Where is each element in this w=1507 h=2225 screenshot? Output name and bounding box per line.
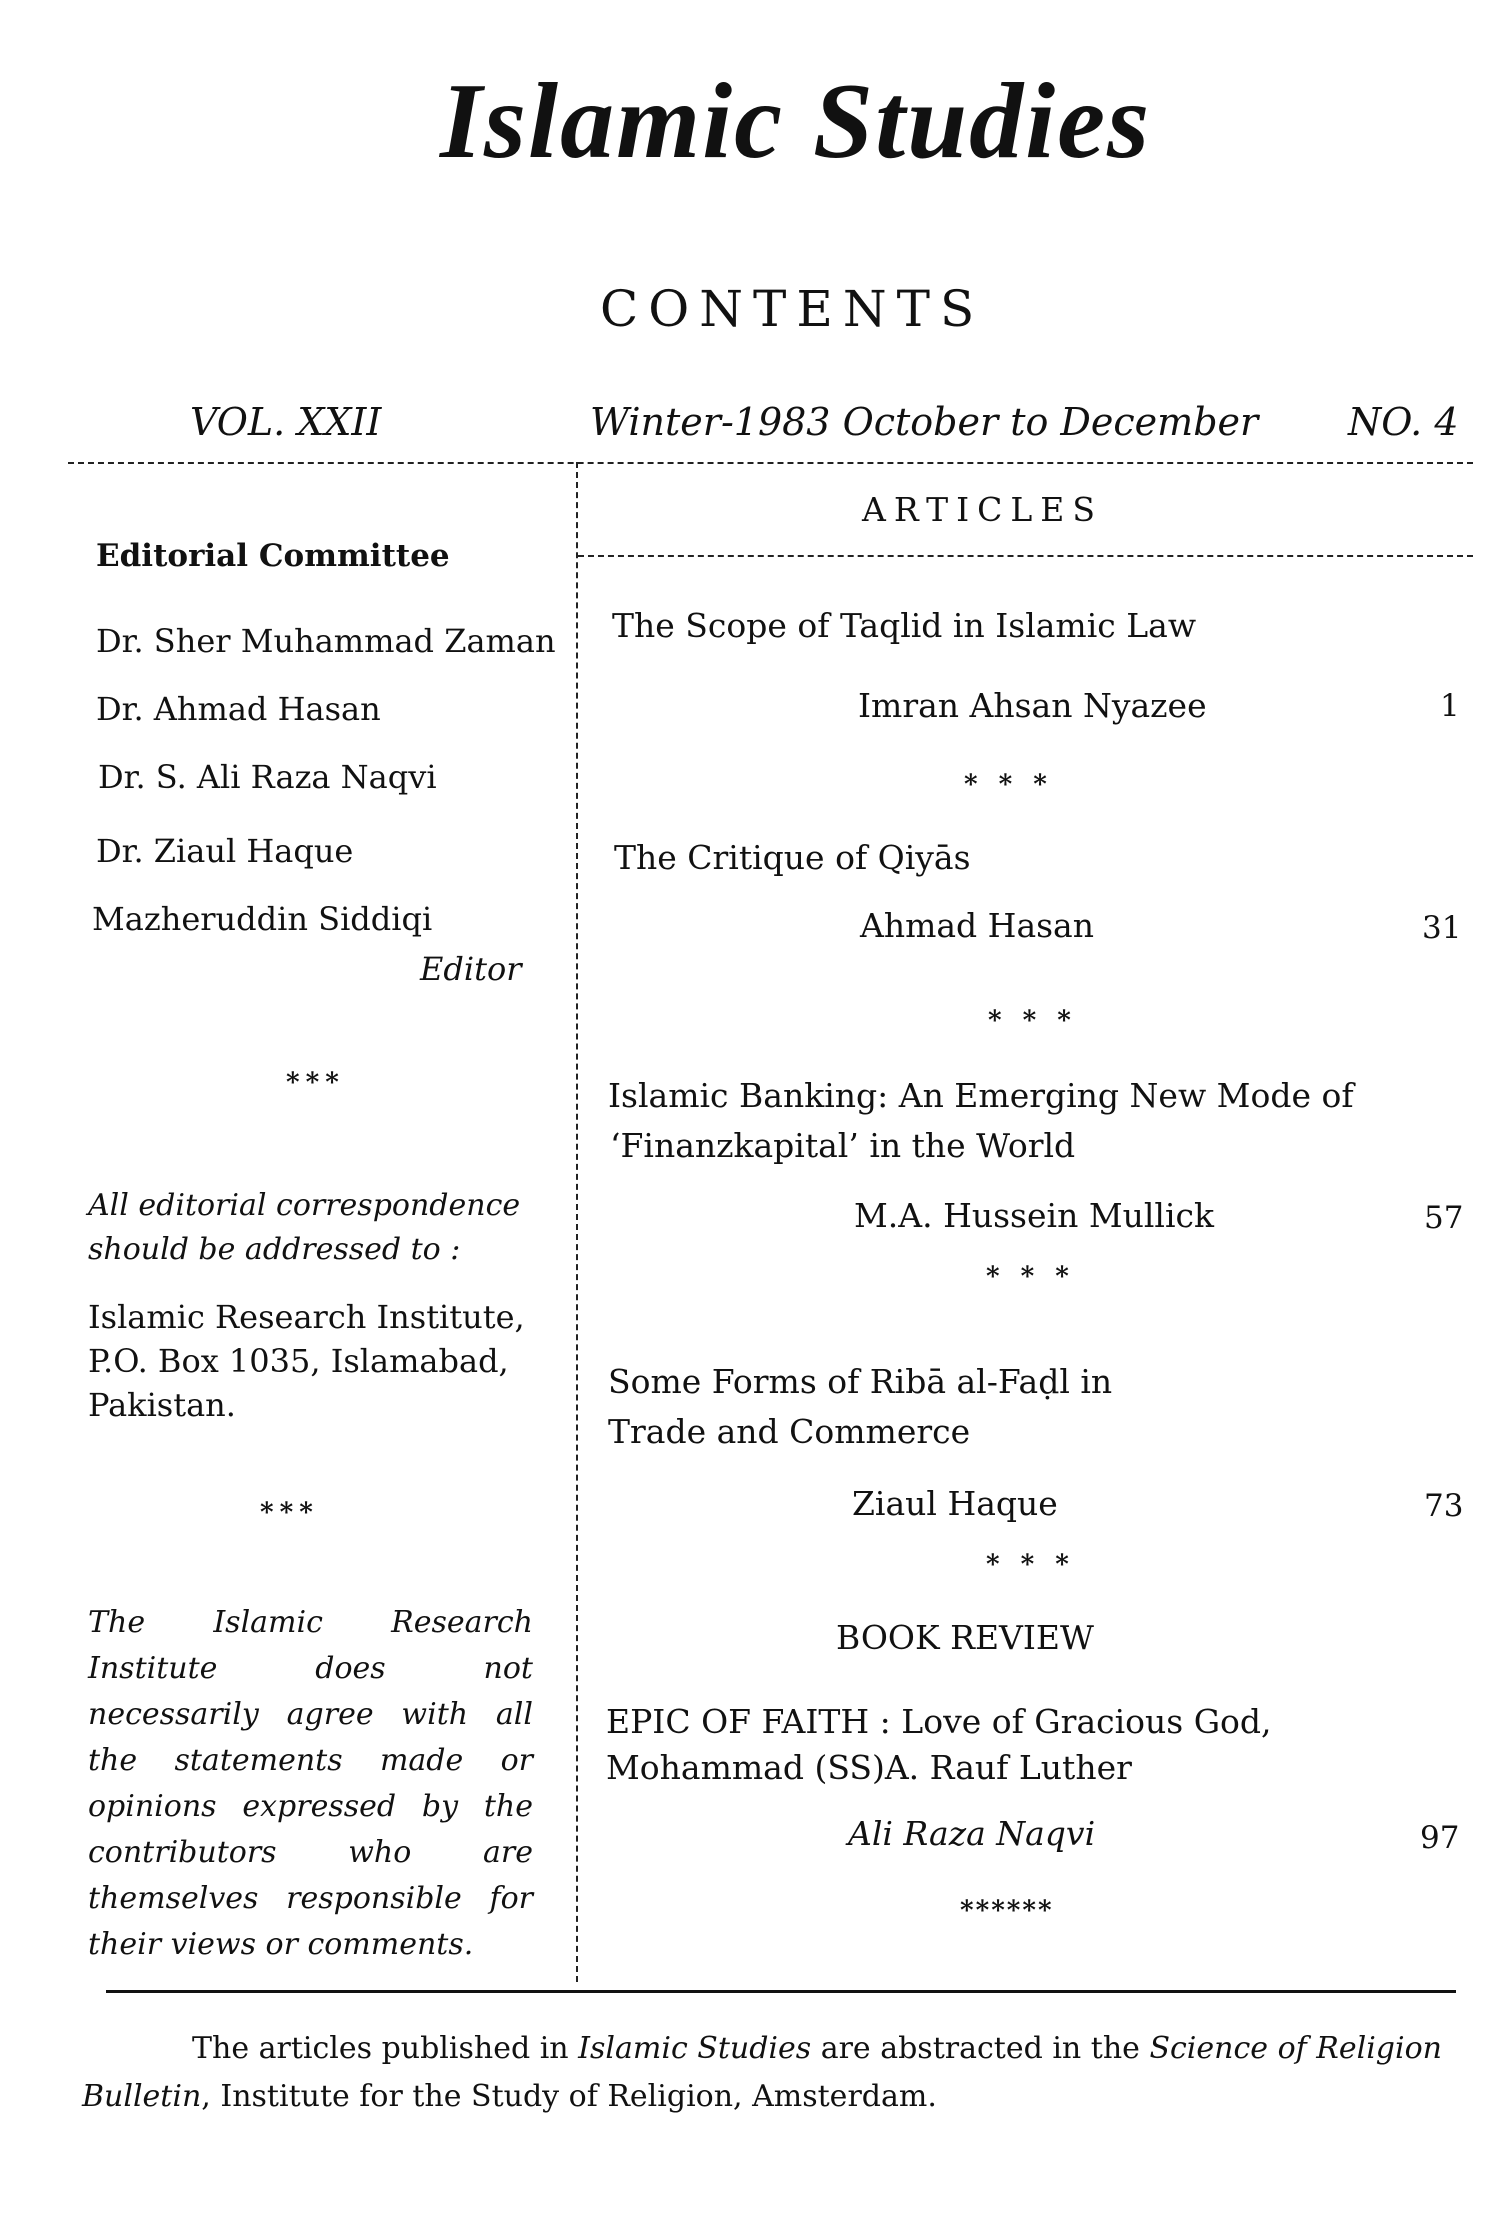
committee-member: Dr. S. Ali Raza Naqvi (98, 758, 437, 796)
article-title: Islamic Banking: An Emerging New Mode of (608, 1076, 1354, 1115)
issue-number: NO. 4 (1348, 400, 1459, 444)
correspondence-note: All editorial correspondence (88, 1188, 521, 1223)
article-author: Ahmad Hasan (860, 906, 1094, 945)
article-author: M.A. Hussein Mullick (854, 1196, 1215, 1235)
article-page: 31 (1422, 910, 1462, 946)
committee-member: Dr. Sher Muhammad Zaman (96, 622, 556, 660)
footer-note (82, 2025, 1462, 2121)
article-title: Trade and Commerce (608, 1412, 971, 1451)
footer-rule (106, 1990, 1456, 1993)
article-title: The Scope of Taqlid in Islamic Law (612, 606, 1197, 645)
article-title: Some Forms of Ribā al-Faḍl in (608, 1362, 1113, 1401)
section-separator: *** (260, 1498, 319, 1528)
book-review-page: 97 (1420, 1820, 1460, 1856)
articles-divider (578, 555, 1473, 557)
article-title: ‘Finanzkapital’ in the World (610, 1126, 1076, 1165)
issue-period: Winter-1983 October to December (590, 400, 1259, 444)
articles-heading: ARTICLES (862, 490, 1104, 529)
editorial-committee-heading: Editorial Committee (96, 538, 450, 574)
article-author: Imran Ahsan Nyazee (858, 686, 1207, 725)
bulletin-name: Science of Religion Bulletin (82, 2031, 1442, 2114)
article-page: 57 (1424, 1200, 1464, 1236)
article-separator: * * * (964, 770, 1053, 800)
book-review-title: Mohammad (SS)A. Rauf Luther (606, 1748, 1132, 1787)
article-separator: * * * (988, 1006, 1077, 1036)
footer-text: The articles published in (192, 2031, 579, 2066)
address-line: Islamic Research Institute, (88, 1298, 525, 1336)
book-review-author: Ali Raza Naqvi (848, 1814, 1096, 1853)
journal-name: Islamic Studies (578, 2031, 812, 2066)
contents-heading: CONTENTS (600, 280, 985, 338)
committee-member: Mazheruddin Siddiqi (92, 900, 433, 938)
address-line: P.O. Box 1035, Islamabad, (88, 1342, 509, 1380)
article-page: 73 (1424, 1488, 1464, 1524)
footer-text: are abstracted in the (811, 2031, 1150, 2066)
volume-label: VOL. XXII (190, 400, 382, 444)
book-review-title: EPIC OF FAITH : Love of Gracious God, (606, 1702, 1272, 1741)
end-separator: ****** (960, 1896, 1054, 1926)
article-title: The Critique of Qiyās (614, 838, 971, 877)
header-divider (68, 462, 1473, 464)
article-page: 1 (1440, 688, 1460, 724)
article-author: Ziaul Haque (852, 1484, 1058, 1523)
disclaimer-text: The Islamic Research Institute does not necessarily agree with all the statements made or opinions expressed by the contributors who are themselves responsible for their views or comments. (88, 1605, 533, 1962)
article-separator: * * * (986, 1262, 1075, 1292)
correspondence-note: should be addressed to : (88, 1232, 461, 1267)
book-review-heading: BOOK REVIEW (836, 1618, 1094, 1657)
section-separator: *** (286, 1068, 345, 1098)
committee-member: Dr. Ahmad Hasan (96, 690, 381, 728)
masthead-logo: Islamic Studies (440, 62, 1152, 181)
column-divider (576, 462, 578, 1982)
committee-member: Dr. Ziaul Haque (96, 832, 354, 870)
address-line: Pakistan. (88, 1386, 236, 1424)
editor-role: Editor (420, 950, 522, 988)
footer-text: , Institute for the Study of Religion, Amsterdam. (201, 2079, 937, 2114)
article-separator: * * * (986, 1550, 1075, 1580)
